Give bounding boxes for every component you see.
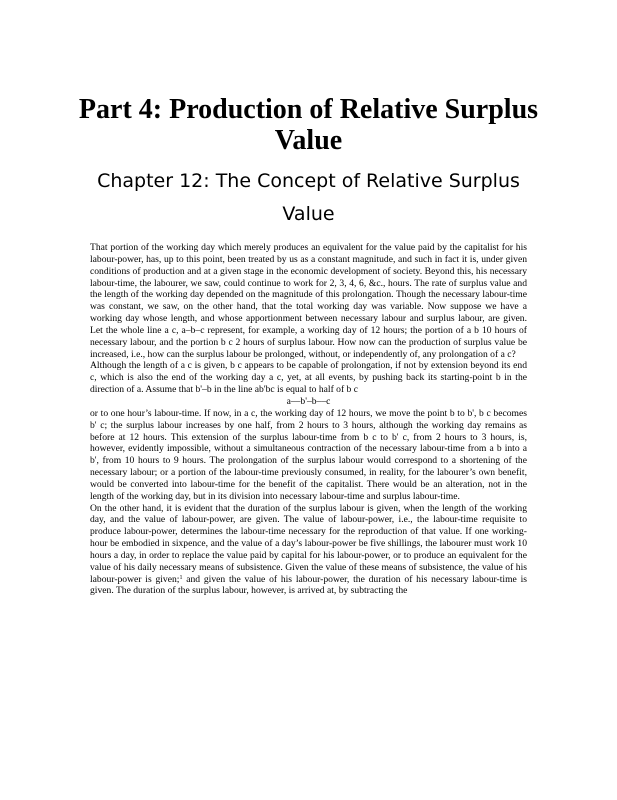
body-text	[90, 242, 527, 597]
part-title: Part 4: Production of Relative Surplus Value	[78, 94, 539, 156]
paragraph-prolongation: Although the length of a c is given, b c appears to be capable of prolongation, if not by extension beyond its end c, which is also the end of the working day a c, yet, at all events, by pushing back its starting-point b in the direction of a. Assume that b'–b in the line ab'bc is equal to half of b c	[90, 360, 527, 396]
footnote-ref[interactable]: 1	[179, 574, 183, 581]
paragraph-value-of-labour-power	[90, 503, 527, 598]
paragraph-text-after-note: and given the value of his labour-power, the duration of his necessary labour-time is given. The duration of the surplus labour, however, is arrived at, by subtracting the	[90, 573, 527, 597]
chapter-title: Chapter 12: The Concept of Relative Surplus Value	[97, 170, 520, 225]
line-diagram-formula: a––b'–b––c	[286, 395, 331, 407]
paragraph-working-day-intro: That portion of the working day which merely produces an equivalent for the value paid by the capitalist for his labour-power, has, up to this point, been treated by us as a constant magnitude, and such in fact it is, under given conditions of production and at a given stage in the economic development of society. Beyond this, his necessary labour-time, the labourer, we saw, could continue to work for 2, 3, 4, 6, &c., hours. The rate of surplus value and the length of the working day depended on the magnitude of this prolongation. Though the necessary labour-time was constant, we saw, on the other hand, that the total working day was variable. Now suppose we have a working day whose length, and whose apportionment between necessary labour and surplus labour, are given. Let the whole line a c, a–b–c represent, for example, a working day of 12 hours; the portion of a b 10 hours of necessary labour, and the portion b c 2 hours of surplus labour. How now can the production of surplus value be increased, i.e., how can the surplus labour be prolonged, without, or independently of, any prolongation of a c?	[90, 242, 527, 360]
paragraph-surplus-extension: or to one hour’s labour-time. If now, in a c, the working day of 12 hours, we move the point b to b', b c becomes b' c; the surplus labour increases by one half, from 2 hours to 3 hours, although the working day remains as before at 12 hours. This extension of the surplus labour-time from b c to b' c, from 2 hours to 3 hours, is, however, evidently impossible, without a simultaneous contraction of the necessary labour-time from a b into a b', from 10 hours to 9 hours. The prolongation of the surplus labour would correspond to a shortening of the necessary labour; or a portion of the labour-time previously consumed, in reality, for the labourer’s own benefit, would be converted into labour-time for the benefit of the capitalist. There would be an alteration, not in the length of the working day, but in its division into necessary labour-time and surplus labour-time.	[90, 407, 527, 502]
paragraph-text-before-note: On the other hand, it is evident that the duration of the surplus labour is given, when the length of the working day, and the value of labour-power, are given. The value of labour-power, i.e., the labour-time requisite to produce labour-power, determines the labour-time necessary for the reproduction of that value. If one working-hour be embodied in sixpence, and the value of a day’s labour-power be five shillings, the labourer must work 10 hours a day, in order to replace the value paid by capital for his labour-power, or to produce an equivalent for the value of his daily necessary means of subsistence. Given the value of these means of subsistence, the value of his labour-power is given;	[90, 502, 527, 585]
